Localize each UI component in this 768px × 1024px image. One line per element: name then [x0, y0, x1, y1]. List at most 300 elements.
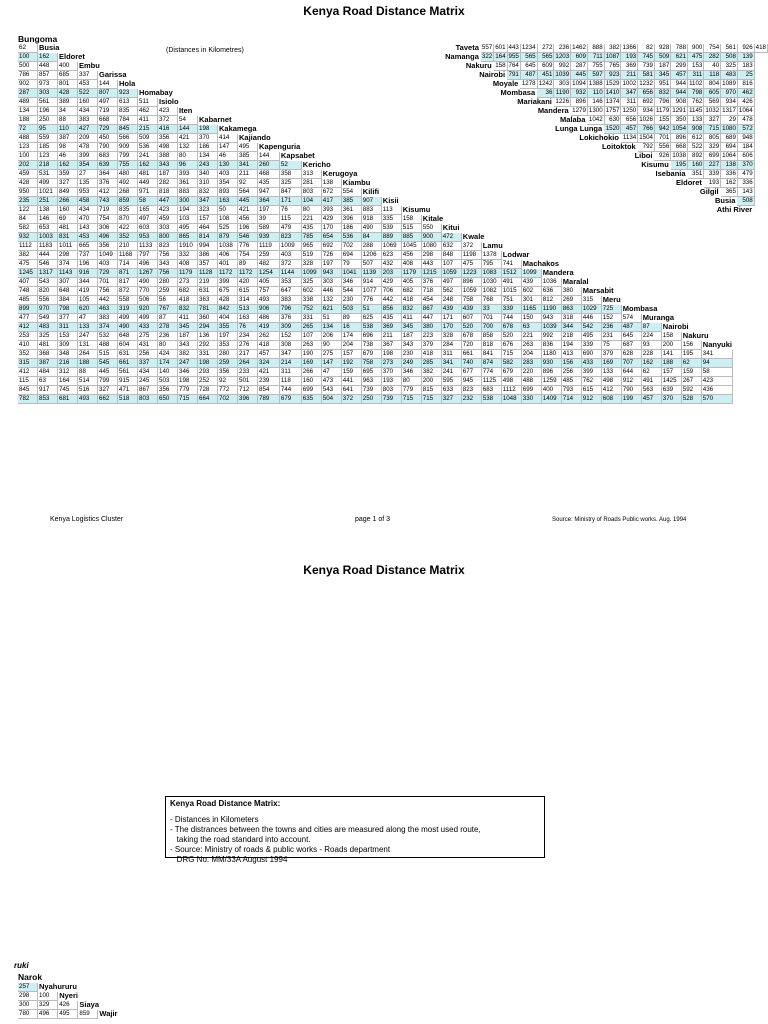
- distance-cell: 661: [461, 350, 481, 359]
- city-name: Loitoktok: [601, 142, 636, 152]
- distance-cell: 379: [601, 350, 621, 359]
- matrix-row: [18, 242, 733, 251]
- matrix-row: [444, 179, 767, 188]
- distance-cell: 170: [441, 323, 461, 332]
- distance-cell: 487: [520, 71, 537, 80]
- distance-cell: 1094: [572, 80, 586, 87]
- distance-cell: 1183: [38, 242, 58, 251]
- distance-cell: 252: [198, 377, 218, 386]
- distance-cell: 756: [98, 287, 118, 296]
- distance-cell: 1128: [198, 269, 218, 278]
- distance-cell: 805: [704, 134, 721, 143]
- distance-cell: 88: [58, 116, 78, 125]
- distance-cell: 934: [638, 107, 655, 116]
- distance-cell: 714: [118, 260, 138, 269]
- distance-cell: 325: [301, 278, 321, 287]
- distance-cell: 612: [688, 134, 704, 143]
- distance-cell: 664: [198, 395, 218, 404]
- distance-cell: 544: [341, 287, 361, 296]
- distance-cell: 1032: [705, 107, 720, 114]
- distance-cell: 812: [541, 296, 561, 305]
- distance-cell: 132: [321, 296, 341, 305]
- spacer-cell: [587, 170, 604, 179]
- distance-cell: 138: [721, 161, 738, 170]
- distance-cell: 782: [18, 395, 38, 404]
- distance-cell: 1112: [18, 242, 38, 251]
- distance-cell: 1198: [461, 251, 481, 260]
- distance-cell: 992: [554, 62, 571, 71]
- distance-cell: 87: [158, 314, 178, 323]
- distance-cell: 701: [654, 134, 670, 143]
- matrix-row: [444, 80, 767, 89]
- distance-cell: 816: [737, 80, 754, 89]
- distance-cell: 426: [58, 1001, 78, 1010]
- distance-cell: 522: [78, 89, 98, 98]
- distance-cell: 953: [138, 233, 158, 242]
- distance-cell: 84: [361, 233, 381, 242]
- distance-cell: 737: [78, 251, 98, 260]
- distance-cell: 273: [178, 278, 198, 287]
- distance-cell: 1409: [541, 395, 561, 404]
- distance-cell: 338: [301, 296, 321, 305]
- spacer-cell: [494, 143, 507, 152]
- distance-cell: 115: [18, 377, 38, 386]
- distance-cell: 263: [521, 341, 541, 350]
- spacer-cell: [481, 107, 494, 116]
- distance-cell: 282: [704, 53, 721, 62]
- distance-cell: 519: [301, 251, 321, 260]
- matrix-row: [18, 251, 733, 260]
- distance-cell: 36: [537, 89, 554, 98]
- distance-cell: 162: [38, 53, 58, 62]
- distance-cell: 408: [401, 260, 421, 269]
- distance-cell: 687: [621, 341, 641, 350]
- distance-cell: 227: [704, 161, 721, 170]
- distance-cell: 1254: [258, 269, 280, 278]
- city-name: Taveta: [455, 43, 479, 53]
- matrix-row: [18, 359, 733, 368]
- distance-cell: 377: [58, 314, 78, 323]
- distance-cell: 970: [38, 305, 58, 314]
- distance-cell: 328: [441, 332, 461, 341]
- distance-cell: 582: [501, 359, 521, 368]
- city-name: Embu: [79, 61, 100, 70]
- distance-cell: 1064: [738, 107, 753, 114]
- distance-cell: 195: [681, 350, 701, 359]
- spacer-cell: [444, 98, 481, 107]
- distance-cell: 900: [421, 233, 441, 242]
- distance-cell: 595: [441, 377, 461, 386]
- city-name: Kajiando: [239, 133, 271, 142]
- spacer-cell: [604, 170, 621, 179]
- city-name: Maralal: [562, 277, 589, 286]
- distance-cell: 647: [279, 287, 301, 296]
- distance-cell: 152: [279, 332, 301, 341]
- matrix-row: [444, 71, 767, 80]
- distance-cell: 462: [737, 89, 754, 98]
- distance-cell: 1259: [541, 377, 561, 386]
- distance-cell: 63: [38, 377, 58, 386]
- distance-cell: 424: [158, 350, 178, 359]
- distance-cell: 376: [98, 179, 118, 188]
- distance-cell: 202: [18, 161, 38, 170]
- distance-cell: 918: [361, 215, 381, 224]
- spacer-cell: [554, 161, 571, 170]
- distance-cell: 196: [38, 107, 58, 116]
- distance-cell: 676: [501, 341, 521, 350]
- distance-cell: 423: [158, 107, 178, 116]
- distance-cell: 639: [661, 386, 681, 395]
- distance-cell: 144: [258, 152, 280, 161]
- distance-cell: 754: [238, 251, 258, 260]
- distance-cell: 923: [118, 89, 138, 98]
- distance-cell: 401: [218, 260, 238, 269]
- distance-cell: 550: [421, 224, 441, 233]
- distance-cell: 266: [301, 368, 321, 377]
- distance-cell: 471: [118, 386, 138, 395]
- distance-cell: 280: [218, 350, 238, 359]
- distance-cell: 108: [218, 215, 238, 224]
- distance-cell: 1203: [555, 53, 570, 60]
- distance-cell: 790: [621, 386, 641, 395]
- spacer-cell: [604, 188, 621, 197]
- distance-cell: 475: [18, 260, 38, 269]
- distance-cell: 322: [481, 53, 493, 60]
- distance-cell: 311: [621, 98, 638, 107]
- city-name: Isiolo: [159, 97, 179, 106]
- distance-cell: 515: [401, 224, 421, 233]
- distance-cell: 700: [481, 323, 501, 332]
- distance-cell: 300: [178, 197, 198, 206]
- city-name: Kisumu: [402, 205, 431, 214]
- spacer-cell: [520, 161, 537, 170]
- distance-cell: 932: [18, 233, 38, 242]
- distance-cell: 217: [238, 350, 258, 359]
- distance-cell: 266: [58, 197, 78, 206]
- distance-cell: 249: [401, 359, 421, 368]
- distance-cell: 134: [198, 152, 218, 161]
- distance-matrix-right: [444, 44, 768, 214]
- distance-cell: 353: [218, 341, 238, 350]
- distance-cell: 615: [238, 287, 258, 296]
- distance-cell: 1910: [178, 242, 198, 251]
- distance-cell: 355: [218, 323, 238, 332]
- distance-cell: 939: [258, 233, 280, 242]
- spacer-cell: [507, 134, 520, 143]
- distance-cell: 1144: [279, 269, 301, 278]
- distance-cell: 1520: [605, 125, 620, 132]
- spacer-cell: [520, 170, 537, 179]
- distance-cell: 386: [198, 251, 218, 260]
- matrix-row: [18, 395, 733, 404]
- distance-cell: 589: [258, 224, 280, 233]
- distance-cell: 388: [158, 152, 178, 161]
- distance-cell: 346: [341, 278, 361, 287]
- spacer-cell: [507, 170, 520, 179]
- distance-cell: 315: [581, 296, 601, 305]
- distance-cell: 87: [641, 323, 661, 332]
- distance-cell: 354: [78, 161, 98, 170]
- distance-cell: 283: [521, 359, 541, 368]
- distance-cell: 260: [258, 161, 280, 170]
- distance-cell: 757: [258, 287, 280, 296]
- distance-cell: 100: [38, 992, 58, 1001]
- distance-cell: 1165: [521, 305, 541, 314]
- distance-cell: 275: [138, 332, 158, 341]
- city-name: Muranga: [642, 313, 675, 322]
- distance-cell: 328: [301, 260, 321, 269]
- distance-cell: 33: [481, 305, 501, 314]
- distance-cell: 692: [638, 98, 655, 107]
- distance-cell: 1041: [341, 269, 361, 278]
- footer-source: Source: Ministry of Roads Public works. Aug. 1994: [552, 517, 687, 523]
- distance-cell: 818: [481, 341, 501, 350]
- distance-cell: 955: [508, 53, 519, 60]
- distance-cell: 347: [621, 89, 638, 98]
- distance-cell: 1048: [501, 395, 521, 404]
- distance-cell: 410: [18, 341, 38, 350]
- distance-cell: 1119: [258, 242, 280, 251]
- distance-cell: 80: [301, 206, 321, 215]
- distance-cell: 382: [421, 368, 441, 377]
- distance-cell: 411: [138, 116, 158, 125]
- distance-cell: 369: [621, 62, 638, 71]
- distance-cell: 211: [381, 332, 401, 341]
- distance-cell: 141: [661, 350, 681, 359]
- distance-cell: 920: [138, 305, 158, 314]
- distance-cell: 499: [118, 314, 138, 323]
- distance-cell: 347: [279, 350, 301, 359]
- spacer-cell: [604, 197, 621, 206]
- distance-cell: 592: [681, 386, 701, 395]
- distance-cell: 635: [301, 395, 321, 404]
- distance-cell: 604: [118, 341, 138, 350]
- distance-cell: 264: [238, 359, 258, 368]
- distance-cell: 303: [321, 278, 341, 287]
- distance-cell: 374: [58, 260, 78, 269]
- distance-cell: 1300: [588, 107, 603, 114]
- distance-cell: 308: [279, 341, 301, 350]
- distance-cell: 511: [138, 98, 158, 107]
- distance-cell: 486: [258, 314, 280, 323]
- distance-cell: 948: [737, 134, 754, 143]
- distance-cell: 186: [198, 143, 218, 152]
- distance-cell: 488: [98, 341, 118, 350]
- distance-cell: 327: [58, 179, 78, 188]
- distance-cell: 280: [158, 278, 178, 287]
- distance-cell: 715: [401, 395, 421, 404]
- distance-cell: 16: [341, 323, 361, 332]
- distance-cell: 859: [78, 1010, 98, 1019]
- distance-cell: 325: [279, 179, 301, 188]
- distance-cell: 883: [178, 188, 198, 197]
- distance-cell: 454: [421, 296, 441, 305]
- distance-cell: 146: [587, 98, 604, 107]
- distance-cell: 889: [381, 233, 401, 242]
- distance-cell: 883: [361, 206, 381, 215]
- distance-cell: 788: [671, 44, 688, 53]
- distance-cell: 346: [401, 368, 421, 377]
- spacer-cell: [494, 179, 507, 188]
- distance-cell: 499: [38, 179, 58, 188]
- distance-cell: 953: [78, 188, 98, 197]
- spacer-cell: [481, 197, 494, 206]
- distance-cell: 298: [18, 992, 38, 1001]
- matrix-row: [18, 224, 733, 233]
- distance-cell: 188: [661, 359, 681, 368]
- distance-cell: 557: [481, 44, 493, 51]
- distance-cell: 559: [38, 134, 58, 143]
- distance-cell: 393: [178, 170, 198, 179]
- distance-cell: 315: [18, 359, 38, 368]
- spacer-cell: [481, 98, 494, 107]
- city-name: Athi River: [716, 205, 753, 214]
- distance-cell: 1003: [38, 233, 58, 242]
- distance-cell: 683: [98, 152, 118, 161]
- distance-cell: 464: [198, 224, 218, 233]
- distance-cell: 174: [341, 332, 361, 341]
- distance-cell: 1215: [421, 269, 441, 278]
- distance-cell: 160: [688, 161, 704, 170]
- spacer-cell: [537, 206, 554, 215]
- spacer-cell: [587, 179, 604, 188]
- distance-cell: 288: [361, 242, 381, 251]
- distance-cell: 648: [118, 332, 138, 341]
- distance-cell: 1757: [605, 107, 620, 114]
- distance-cell: 480: [118, 170, 138, 179]
- distance-cell: 630: [604, 116, 621, 125]
- distance-cell: 89: [341, 314, 361, 323]
- distance-cell: 160: [78, 98, 98, 107]
- matrix-row: [18, 314, 733, 323]
- distance-cell: 372: [341, 395, 361, 404]
- distance-cell: 602: [521, 287, 541, 296]
- distance-cell: 197: [258, 206, 280, 215]
- distance-cell: 1112: [501, 386, 521, 395]
- distance-cell: 1133: [138, 242, 158, 251]
- distance-cell: 832: [654, 89, 670, 98]
- units-note: (Distances in Kilometres): [166, 47, 244, 54]
- distance-cell: 508: [737, 197, 754, 206]
- distance-cell: 313: [301, 170, 321, 179]
- distance-cell: 232: [461, 395, 481, 404]
- distance-cell: 1234: [521, 44, 536, 51]
- distance-cell: 215: [138, 125, 158, 134]
- spacer-cell: [520, 152, 537, 161]
- distance-cell: 263: [301, 341, 321, 350]
- distance-cell: 339: [581, 341, 601, 350]
- distance-cell: 143: [737, 188, 754, 197]
- distance-cell: 758: [361, 359, 381, 368]
- distance-cell: 403: [279, 251, 301, 260]
- distance-cell: 1512: [501, 269, 521, 278]
- distance-cell: 675: [218, 287, 238, 296]
- distance-cell: 356: [158, 386, 178, 395]
- distance-cell: 311: [279, 368, 301, 377]
- distance-cell: 803: [138, 395, 158, 404]
- distance-cell: 95: [38, 125, 58, 134]
- spacer-cell: [571, 179, 588, 188]
- distance-cell: 221: [521, 332, 541, 341]
- distance-cell: 358: [279, 170, 301, 179]
- distance-cell: 265: [301, 323, 321, 332]
- distance-cell: 62: [18, 44, 38, 53]
- distance-cell: 459: [158, 215, 178, 224]
- distance-cell: 628: [621, 350, 641, 359]
- distance-cell: 139: [737, 53, 754, 62]
- spacer-cell: [537, 179, 554, 188]
- distance-cell: 144: [178, 125, 198, 134]
- distance-cell: 820: [38, 287, 58, 296]
- distance-cell: 493: [78, 395, 98, 404]
- distance-cell: 231: [601, 332, 621, 341]
- distance-cell: 314: [238, 296, 258, 305]
- distance-cell: 248: [441, 296, 461, 305]
- distance-cell: 298: [421, 251, 441, 260]
- distance-cell: 765: [604, 62, 621, 71]
- distance-cell: 103: [178, 215, 198, 224]
- distance-cell: 1045: [401, 242, 421, 251]
- distance-cell: 556: [38, 296, 58, 305]
- spacer-cell: [654, 206, 670, 215]
- distance-cell: 236: [554, 44, 571, 53]
- distance-cell: 715: [704, 125, 721, 134]
- distance-cell: 169: [301, 359, 321, 368]
- distance-cell: 268: [118, 188, 138, 197]
- distance-cell: 379: [421, 341, 441, 350]
- distance-cell: 478: [78, 143, 98, 152]
- distance-cell: 1139: [361, 269, 381, 278]
- distance-cell: 82: [638, 44, 655, 53]
- distance-cell: 715: [178, 395, 198, 404]
- matrix-row: [18, 233, 733, 242]
- distance-cell: 203: [381, 269, 401, 278]
- distance-cell: 423: [701, 377, 733, 386]
- distance-cell: 645: [621, 332, 641, 341]
- distance-cell: 363: [198, 296, 218, 305]
- spacer-cell: [587, 188, 604, 197]
- spacer-cell: [444, 206, 481, 215]
- distance-cell: 335: [381, 215, 401, 224]
- matrix-row: [444, 107, 767, 116]
- page3-header-city: Narok: [18, 972, 43, 982]
- spacer-cell: [481, 179, 494, 188]
- city-name: Liboi: [634, 151, 653, 161]
- distance-cell: 311: [58, 323, 78, 332]
- spacer-cell: [520, 179, 537, 188]
- spacer-cell: [571, 188, 588, 197]
- city-name: Lamu: [482, 241, 503, 250]
- distance-cell: 835: [118, 107, 138, 116]
- distance-cell: 832: [198, 188, 218, 197]
- distance-cell: 725: [601, 305, 621, 314]
- distance-cell: 462: [138, 107, 158, 116]
- distance-cell: 888: [587, 44, 604, 53]
- distance-cell: 831: [58, 233, 78, 242]
- distance-cell: 298: [58, 251, 78, 260]
- distance-cell: 132: [178, 143, 198, 152]
- distance-cell: 427: [78, 125, 98, 134]
- matrix-row: [18, 332, 733, 341]
- spacer-cell: [481, 125, 494, 134]
- distance-cell: 341: [441, 359, 461, 368]
- distance-cell: 1388: [588, 80, 603, 87]
- distance-cell: 188: [78, 359, 98, 368]
- distance-cell: 171: [441, 314, 461, 323]
- distance-cell: 756: [158, 269, 178, 278]
- spacer-cell: [494, 197, 507, 206]
- distance-cell: 183: [737, 62, 754, 71]
